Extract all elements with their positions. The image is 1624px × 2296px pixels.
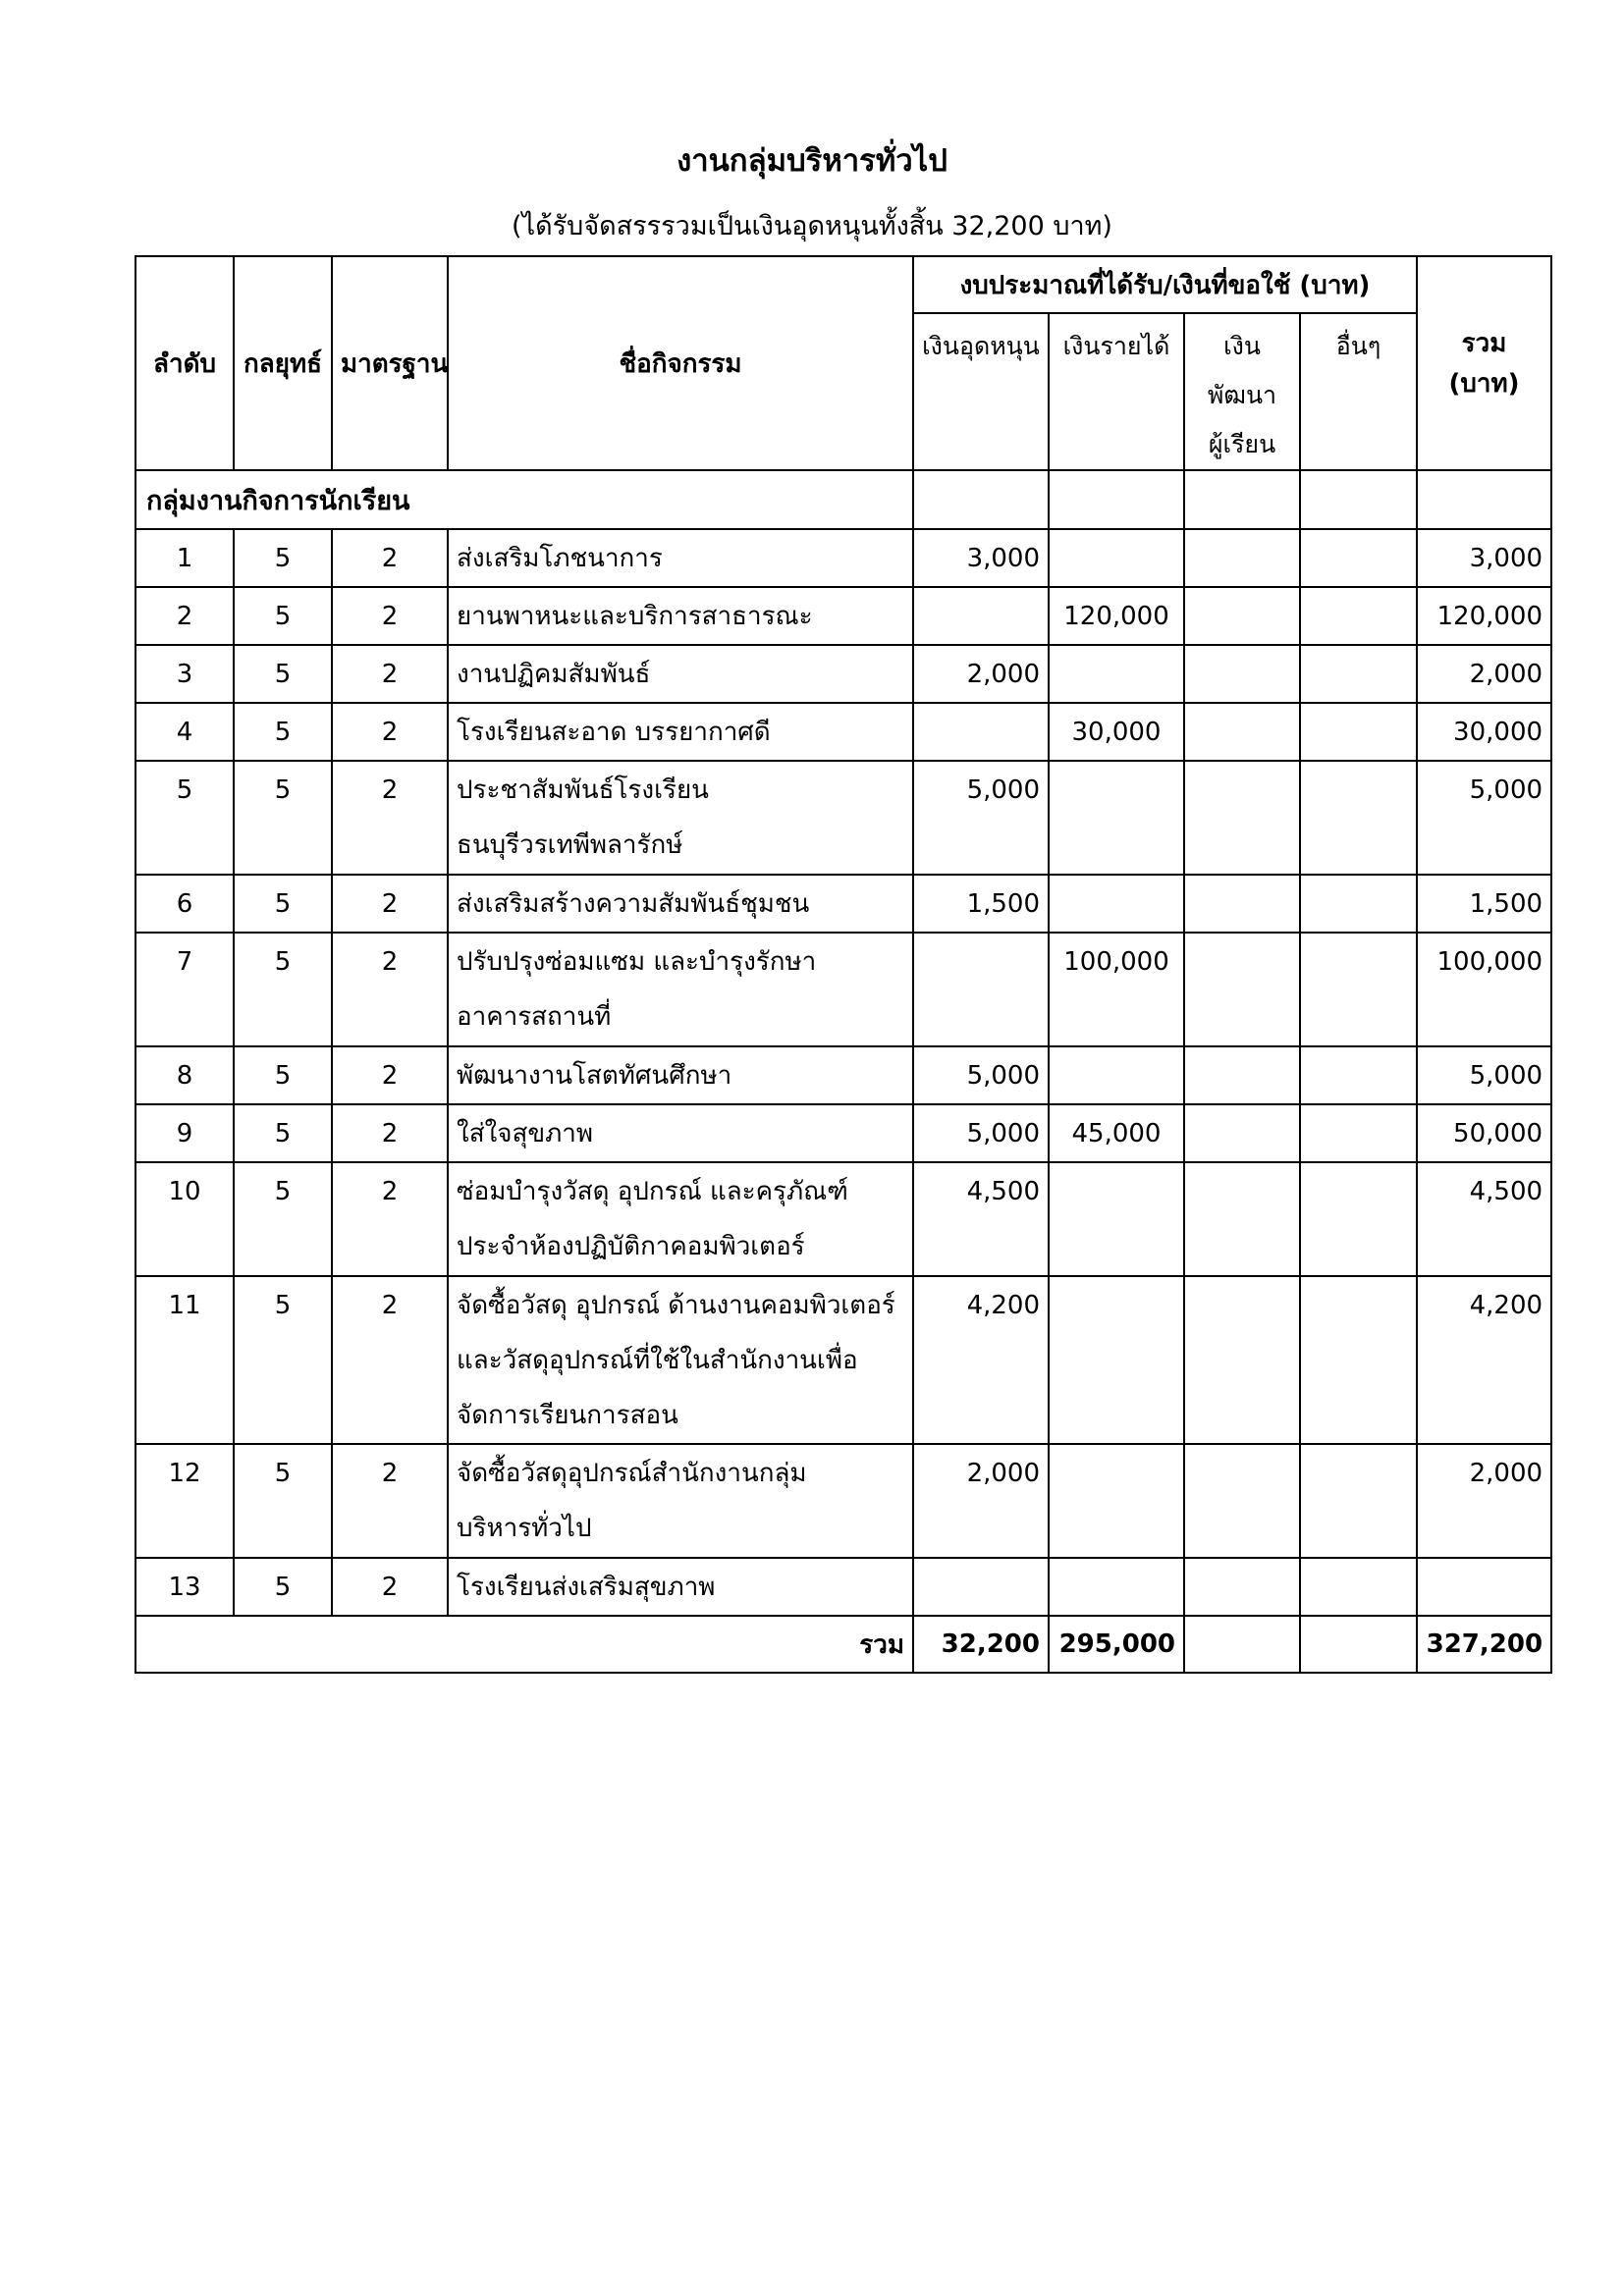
cell-standard: 2	[332, 703, 448, 761]
cell-order: 11	[135, 1276, 234, 1444]
header-standard: มาตรฐาน	[332, 256, 448, 470]
activity-line: โรงเรียนสะอาด บรรยากาศดี	[457, 718, 771, 747]
cell-subsidy: 2,000	[913, 1444, 1049, 1558]
cell-income	[1049, 875, 1184, 933]
cell-strategy: 5	[234, 1162, 332, 1276]
cell-strategy: 5	[234, 1046, 332, 1104]
group-cell-empty	[1300, 470, 1417, 529]
cell-total: 4,200	[1417, 1276, 1551, 1444]
cell-activity	[448, 761, 913, 875]
cell-order: 9	[135, 1104, 234, 1162]
group-cell-empty	[1184, 470, 1300, 529]
cell-development	[1184, 1162, 1300, 1276]
activity-line: ส่งเสริมสร้างความสัมพันธ์ชุมชน	[457, 889, 810, 919]
cell-strategy: 5	[234, 587, 332, 645]
cell-order: 12	[135, 1444, 234, 1558]
cell-development	[1184, 1444, 1300, 1558]
group-cell-empty	[1049, 470, 1184, 529]
cell-strategy: 5	[234, 645, 332, 703]
group-cell-empty	[1417, 470, 1551, 529]
cell-order: 10	[135, 1162, 234, 1276]
activity-line: ซ่อมบำรุงวัสดุ อุปกรณ์ และครุภัณฑ์	[457, 1177, 848, 1206]
cell-total: 3,000	[1417, 529, 1551, 587]
cell-total	[1417, 1558, 1551, 1616]
header-income: เงินรายได้	[1049, 313, 1184, 470]
cell-others	[1300, 645, 1417, 703]
cell-others	[1300, 587, 1417, 645]
table-row	[135, 529, 1551, 587]
activity-line: จัดซื้อวัสดุ อุปกรณ์ ด้านงานคอมพิวเตอร์	[457, 1291, 895, 1320]
activity-line: ยานพาหนะและบริการสาธารณะ	[457, 602, 813, 631]
header-budget-group: งบประมาณที่ได้รับ/เงินที่ขอใช้ (บาท)	[913, 256, 1417, 313]
cell-standard: 2	[332, 529, 448, 587]
activity-line: พัฒนางานโสตทัศนศึกษา	[457, 1061, 732, 1091]
cell-subsidy: 1,500	[913, 875, 1049, 933]
activity-line: ประจำห้องปฏิบัติกาคอมพิวเตอร์	[457, 1232, 805, 1261]
cell-activity	[448, 1444, 913, 1558]
cell-development	[1184, 1104, 1300, 1162]
cell-standard: 2	[332, 761, 448, 875]
header-order: ลำดับ	[135, 256, 234, 470]
total-others	[1300, 1616, 1417, 1673]
cell-activity	[448, 933, 913, 1046]
cell-standard: 2	[332, 875, 448, 933]
header-total	[1417, 256, 1551, 470]
cell-standard: 2	[332, 645, 448, 703]
cell-subsidy	[913, 587, 1049, 645]
cell-activity	[448, 1162, 913, 1276]
header-development	[1184, 313, 1300, 470]
cell-order: 13	[135, 1558, 234, 1616]
cell-income: 120,000	[1049, 587, 1184, 645]
cell-subsidy: 5,000	[913, 761, 1049, 875]
activity-line: โรงเรียนส่งเสริมสุขภาพ	[457, 1573, 716, 1602]
cell-others	[1300, 1104, 1417, 1162]
table-row	[135, 875, 1551, 933]
cell-income: 30,000	[1049, 703, 1184, 761]
cell-strategy: 5	[234, 703, 332, 761]
page-subtitle: (ได้รับจัดสรรรวมเป็นเงินอุดหนุนทั้งสิ้น 32,200 บาท)	[512, 211, 1112, 241]
cell-subsidy: 5,000	[913, 1104, 1049, 1162]
table-row	[135, 587, 1551, 645]
cell-order: 1	[135, 529, 234, 587]
cell-activity	[448, 1558, 913, 1616]
cell-subsidy	[913, 703, 1049, 761]
cell-standard: 2	[332, 933, 448, 1046]
cell-income	[1049, 1162, 1184, 1276]
total-development	[1184, 1616, 1300, 1673]
cell-development	[1184, 1046, 1300, 1104]
cell-strategy: 5	[234, 1276, 332, 1444]
cell-development	[1184, 529, 1300, 587]
cell-standard: 2	[332, 1276, 448, 1444]
cell-subsidy: 2,000	[913, 645, 1049, 703]
cell-strategy: 5	[234, 875, 332, 933]
cell-order: 8	[135, 1046, 234, 1104]
cell-development	[1184, 761, 1300, 875]
page-title: งานกลุ่มบริหารทั่วไป	[677, 143, 947, 179]
table-row	[135, 1162, 1551, 1276]
total-grand: 327,200	[1417, 1616, 1551, 1673]
cell-activity	[448, 703, 913, 761]
table-row	[135, 1444, 1551, 1558]
cell-income	[1049, 645, 1184, 703]
activity-line: ประชาสัมพันธ์โรงเรียน	[457, 775, 709, 805]
header-strategy: กลยุทธ์	[234, 256, 332, 470]
cell-others	[1300, 1046, 1417, 1104]
cell-others	[1300, 933, 1417, 1046]
header-development-line1: เงินพัฒนา	[1207, 332, 1277, 409]
cell-development	[1184, 703, 1300, 761]
cell-standard: 2	[332, 1104, 448, 1162]
cell-activity	[448, 1046, 913, 1104]
cell-others	[1300, 1558, 1417, 1616]
cell-others	[1300, 761, 1417, 875]
cell-development	[1184, 645, 1300, 703]
cell-development	[1184, 875, 1300, 933]
table-row	[135, 703, 1551, 761]
cell-strategy: 5	[234, 761, 332, 875]
activity-line: จัดซื้อวัสดุอุปกรณ์สำนักงานกลุ่ม	[457, 1459, 807, 1488]
group-cell-empty	[913, 470, 1049, 529]
table-row	[135, 1104, 1551, 1162]
total-income: 295,000	[1049, 1616, 1184, 1673]
total-label: รวม	[135, 1616, 913, 1673]
cell-income	[1049, 1558, 1184, 1616]
table-row	[135, 1558, 1551, 1616]
cell-order: 7	[135, 933, 234, 1046]
cell-total: 5,000	[1417, 761, 1551, 875]
cell-subsidy: 3,000	[913, 529, 1049, 587]
cell-subsidy	[913, 933, 1049, 1046]
cell-activity	[448, 875, 913, 933]
cell-development	[1184, 1276, 1300, 1444]
activity-line: ใส่ใจสุขภาพ	[457, 1119, 594, 1148]
cell-income	[1049, 529, 1184, 587]
cell-others	[1300, 529, 1417, 587]
cell-activity	[448, 1276, 913, 1444]
activity-line: บริหารทั่วไป	[457, 1514, 592, 1543]
cell-others	[1300, 1444, 1417, 1558]
cell-standard: 2	[332, 1444, 448, 1558]
table-body	[135, 470, 1551, 1616]
cell-others	[1300, 1276, 1417, 1444]
cell-order: 3	[135, 645, 234, 703]
budget-table	[135, 255, 1552, 1674]
header-total-line1: รวม	[1461, 329, 1507, 358]
table-footer	[135, 1616, 1551, 1673]
cell-total: 1,500	[1417, 875, 1551, 933]
activity-line: จัดการเรียนการสอน	[457, 1401, 678, 1430]
cell-strategy: 5	[234, 1444, 332, 1558]
cell-order: 2	[135, 587, 234, 645]
cell-strategy: 5	[234, 529, 332, 587]
cell-development	[1184, 1558, 1300, 1616]
table-row	[135, 1276, 1551, 1444]
cell-subsidy: 5,000	[913, 1046, 1049, 1104]
cell-income: 100,000	[1049, 933, 1184, 1046]
cell-total: 100,000	[1417, 933, 1551, 1046]
activity-line: ปรับปรุงซ่อมแซม และบำรุงรักษา	[457, 947, 817, 977]
table-row	[135, 933, 1551, 1046]
cell-income: 45,000	[1049, 1104, 1184, 1162]
cell-standard: 2	[332, 587, 448, 645]
table-row	[135, 645, 1551, 703]
group-row	[135, 470, 1551, 529]
cell-others	[1300, 875, 1417, 933]
header-subsidy: เงินอุดหนุน	[913, 313, 1049, 470]
cell-activity	[448, 529, 913, 587]
activity-line: งานปฏิคมสัมพันธ์	[457, 660, 651, 689]
cell-total: 5,000	[1417, 1046, 1551, 1104]
cell-income	[1049, 1276, 1184, 1444]
cell-activity	[448, 1104, 913, 1162]
table-row	[135, 761, 1551, 875]
cell-standard: 2	[332, 1162, 448, 1276]
cell-others	[1300, 703, 1417, 761]
cell-order: 4	[135, 703, 234, 761]
cell-strategy: 5	[234, 1104, 332, 1162]
activity-line: ธนบุรีวรเทพีพลารักษ์	[457, 830, 683, 860]
activity-line: และวัสดุอุปกรณ์ที่ใช้ในสำนักงานเพื่อ	[457, 1346, 858, 1375]
cell-total: 4,500	[1417, 1162, 1551, 1276]
cell-total: 30,000	[1417, 703, 1551, 761]
cell-income	[1049, 1046, 1184, 1104]
header-activity: ชื่อกิจกรรม	[448, 256, 913, 470]
total-subsidy: 32,200	[913, 1616, 1049, 1673]
cell-total: 120,000	[1417, 587, 1551, 645]
cell-subsidy	[913, 1558, 1049, 1616]
activity-line: อาคารสถานที่	[457, 1002, 612, 1032]
cell-total: 2,000	[1417, 1444, 1551, 1558]
total-row	[135, 1616, 1551, 1673]
cell-standard: 2	[332, 1046, 448, 1104]
cell-development	[1184, 587, 1300, 645]
cell-total: 2,000	[1417, 645, 1551, 703]
cell-subsidy: 4,500	[913, 1162, 1049, 1276]
cell-standard: 2	[332, 1558, 448, 1616]
cell-activity	[448, 645, 913, 703]
cell-others	[1300, 1162, 1417, 1276]
header-development-line2: ผู้เรียน	[1208, 430, 1276, 458]
cell-strategy: 5	[234, 933, 332, 1046]
cell-activity	[448, 587, 913, 645]
cell-order: 5	[135, 761, 234, 875]
cell-income	[1049, 1444, 1184, 1558]
cell-total: 50,000	[1417, 1104, 1551, 1162]
group-title: กลุ่มงานกิจการนักเรียน	[135, 470, 913, 529]
table-row	[135, 1046, 1551, 1104]
cell-subsidy: 4,200	[913, 1276, 1049, 1444]
header-total-line2: (บาท)	[1448, 369, 1520, 399]
cell-order: 6	[135, 875, 234, 933]
cell-development	[1184, 933, 1300, 1046]
cell-strategy: 5	[234, 1558, 332, 1616]
activity-line: ส่งเสริมโภชนาการ	[457, 544, 663, 573]
cell-income	[1049, 761, 1184, 875]
table-header	[135, 256, 1551, 470]
header-others: อื่นๆ	[1300, 313, 1417, 470]
